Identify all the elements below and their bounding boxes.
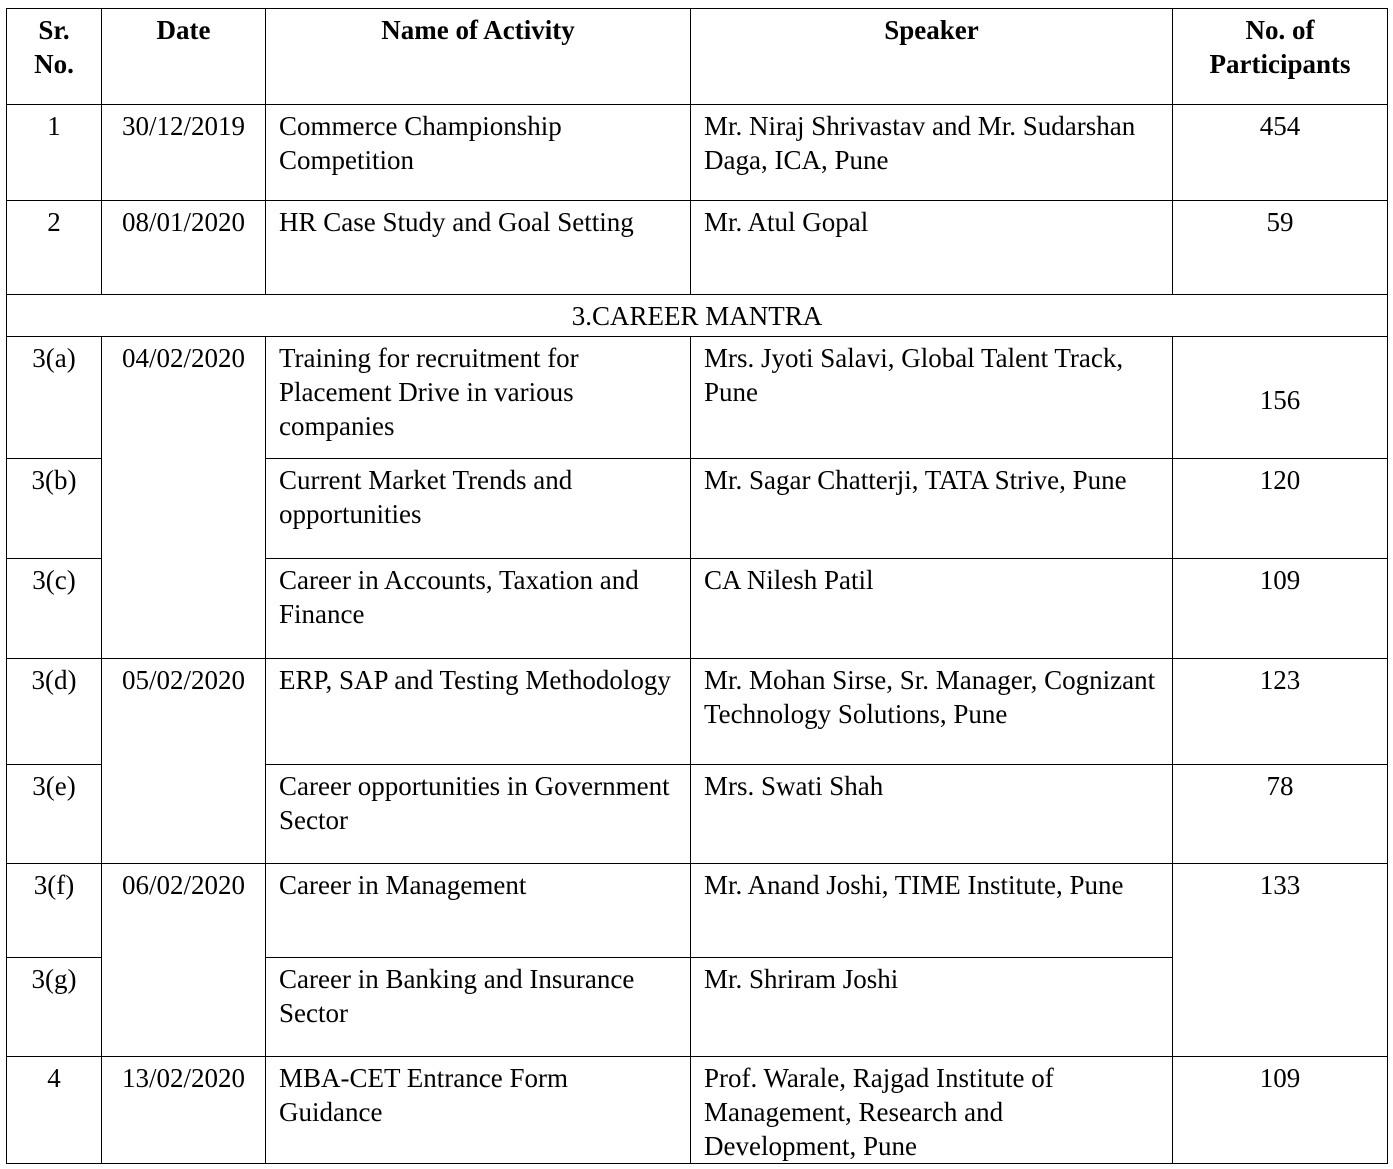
header-row [7, 9, 1388, 105]
speaker-cell: Mrs. Swati Shah [691, 765, 1173, 864]
speaker-cell: Mr. Shriram Joshi [691, 958, 1173, 1057]
date-cell: 13/02/2020 [102, 1057, 266, 1164]
sr-cell: 1 [7, 105, 102, 201]
date-cell: 05/02/2020 [102, 659, 266, 864]
participants-cell: 133 [1173, 864, 1388, 1057]
header-speaker: Speaker [691, 9, 1173, 105]
activity-cell: Training for recruitment for Placement Drive in various companies [266, 337, 691, 459]
activities-table [6, 8, 1388, 1164]
speaker-cell: CA Nilesh Patil [691, 559, 1173, 659]
sr-cell: 4 [7, 1057, 102, 1164]
table-row [7, 337, 1388, 459]
sr-cell: 3(f) [7, 864, 102, 958]
participants-cell: 120 [1173, 459, 1388, 559]
participants-cell: 109 [1173, 1057, 1388, 1164]
date-cell: 06/02/2020 [102, 864, 266, 1057]
speaker-cell: Mr. Atul Gopal [691, 201, 1173, 295]
speaker-cell: Mr. Sagar Chatterji, TATA Strive, Pune [691, 459, 1173, 559]
participants-cell: 109 [1173, 559, 1388, 659]
activity-cell: Career in Management [266, 864, 691, 958]
sr-cell: 3(b) [7, 459, 102, 559]
header-date: Date [102, 9, 266, 105]
date-cell: 08/01/2020 [102, 201, 266, 295]
activity-cell: Career in Accounts, Taxation and Finance [266, 559, 691, 659]
table-row [7, 201, 1388, 295]
speaker-cell: Mr. Niraj Shrivastav and Mr. Sudarshan Daga, ICA, Pune [691, 105, 1173, 201]
participants-cell: 123 [1173, 659, 1388, 765]
section-title: 3.CAREER MANTRA [7, 295, 1388, 337]
date-cell: 30/12/2019 [102, 105, 266, 201]
speaker-cell: Mr. Mohan Sirse, Sr. Manager, Cognizant Technology Solutions, Pune [691, 659, 1173, 765]
participants-cell: 454 [1173, 105, 1388, 201]
activity-cell: Career opportunities in Government Sector [266, 765, 691, 864]
activity-cell: Commerce Championship Competition [266, 105, 691, 201]
sr-cell: 3(g) [7, 958, 102, 1057]
participants-cell: 78 [1173, 765, 1388, 864]
sr-cell: 3(e) [7, 765, 102, 864]
header-sr-no: Sr. No. [7, 9, 102, 105]
activity-cell: HR Case Study and Goal Setting [266, 201, 691, 295]
sr-cell: 3(d) [7, 659, 102, 765]
activity-cell: Career in Banking and Insurance Sector [266, 958, 691, 1057]
participants-cell: 156 [1173, 337, 1388, 459]
activity-cell: Current Market Trends and opportunities [266, 459, 691, 559]
table-row [7, 659, 1388, 765]
date-cell: 04/02/2020 [102, 337, 266, 659]
participants-cell: 59 [1173, 201, 1388, 295]
sr-cell: 2 [7, 201, 102, 295]
activity-cell: ERP, SAP and Testing Methodology [266, 659, 691, 765]
sr-cell: 3(a) [7, 337, 102, 459]
table-row [7, 105, 1388, 201]
header-participants: No. of Participants [1173, 9, 1388, 105]
table-row [7, 1057, 1388, 1164]
section-row [7, 295, 1388, 337]
sr-cell: 3(c) [7, 559, 102, 659]
header-activity: Name of Activity [266, 9, 691, 105]
speaker-cell: Prof. Warale, Rajgad Institute of Management, Research and Development, Pune [691, 1057, 1173, 1164]
speaker-cell: Mrs. Jyoti Salavi, Global Talent Track, Pune [691, 337, 1173, 459]
table-row [7, 864, 1388, 958]
speaker-cell: Mr. Anand Joshi, TIME Institute, Pune [691, 864, 1173, 958]
activity-cell: MBA-CET Entrance Form Guidance [266, 1057, 691, 1164]
